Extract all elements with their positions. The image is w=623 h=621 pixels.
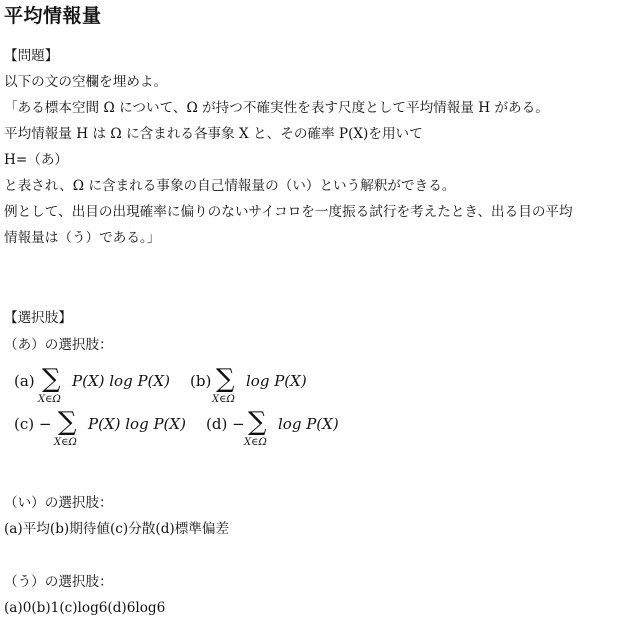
choices-i-heading: （い）の選択肢： (4, 495, 113, 511)
problem-line-7: 情報量は（う）である。」 (4, 230, 161, 246)
formula-b-subscript: X∈Ω (212, 394, 235, 405)
formula-option-c (14, 407, 204, 455)
formula-d-label: (d) − (206, 415, 245, 433)
formula-b-sigma: ∑ (216, 364, 235, 394)
problem-line-4: H=（あ） (4, 152, 69, 168)
choices-a-heading: （あ）の選択肢： (4, 337, 113, 353)
problem-heading: 【問題】 (4, 48, 59, 64)
formula-b-body: log P(X) (246, 372, 307, 390)
formula-d-sigma: ∑ (248, 407, 267, 437)
formula-c-label: (c) − (14, 415, 52, 433)
problem-line-2: 「ある標本空間 Ω について、Ω が持つ不確実性を表す尺度として平均情報量 H がある。 (4, 100, 549, 116)
formula-c-body: P(X) log P(X) (88, 415, 186, 433)
formula-d-subscript: X∈Ω (244, 437, 267, 448)
problem-line-5: と表され、Ω に含まれる事象の自己情報量の（い）という解釈ができる。 (4, 178, 456, 194)
document-title: 平均情報量 (4, 5, 102, 27)
formula-d-body: log P(X) (278, 415, 339, 433)
problem-line-6: 例として、出目の出現確率に偏りのないサイコロを一度振る試行を考えたとき、出る目の平均 (4, 204, 573, 220)
formula-a-label: (a) (14, 372, 35, 390)
choices-u-heading: （う）の選択肢： (4, 574, 113, 590)
formula-a-subscript: X∈Ω (38, 394, 61, 405)
choices-i-options: (a)平均(b)期待値(c)分散(d)標準偏差 (4, 521, 230, 537)
choices-u-options: (a)0(b)1(c)log6(d)6log6 (4, 600, 166, 616)
formula-option-b (190, 364, 340, 412)
choices-heading: 【選択肢】 (4, 310, 72, 326)
formula-option-d (206, 407, 366, 455)
problem-line-3: 平均情報量 H は Ω に含まれる各事象 X と、その確率 P(X)を用いて (4, 126, 423, 142)
formula-option-a (14, 364, 194, 412)
formula-c-subscript: X∈Ω (54, 437, 77, 448)
formula-c-sigma: ∑ (58, 407, 77, 437)
formula-a-sigma: ∑ (42, 364, 61, 394)
problem-line-1: 以下の文の空欄を埋めよ。 (4, 74, 168, 90)
formula-b-label: (b) (190, 372, 212, 390)
formula-a-body: P(X) log P(X) (72, 372, 170, 390)
